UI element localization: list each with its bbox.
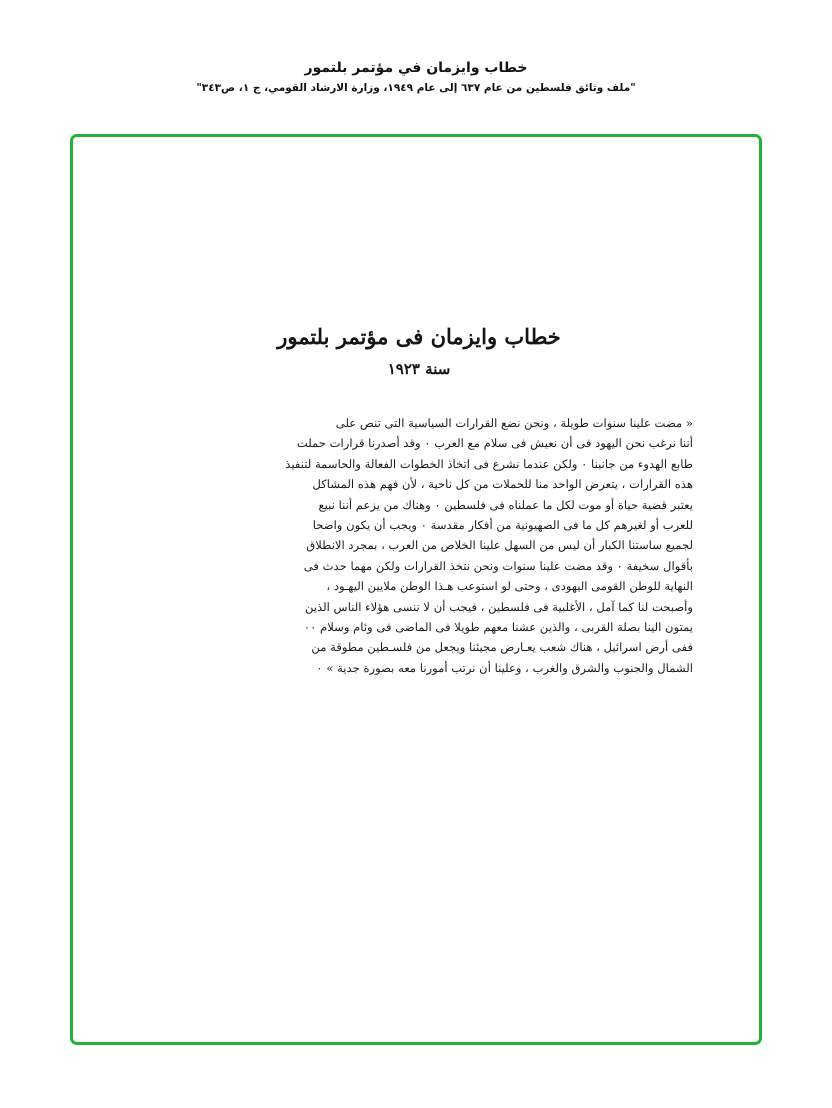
body-line: هذه القرارات ، يتعرض الواحد منا للحملات من كل ناحية ، لأن فهم هذه المشاكل [312, 477, 693, 492]
body-line: وأصبحت لنا كما آمل ، الأغلبية فى فلسطين ، فيجب أن لا ننسى هؤلاء الناس الذين [304, 599, 693, 614]
header-title: خطاب وايزمان في مؤتمر بلتمور [304, 60, 528, 76]
body-line: للعرب أو لغيرهم كل ما فى الصهيونية من أفكار مقدسة ٠ ويجب أن يكون واضحا [312, 518, 693, 533]
body-line: طابع الهدوء من جانبنا ٠ ولكن عندما نشرع فى اتخاذ الخطوات الفعالة والحاسمة لتنفيذ [285, 456, 693, 471]
body-line: يمتون الينا بصلة القربى ، والذين عشنا معهم طويلا فى الماضى فى وئام وسلام ٠٠ [303, 620, 693, 635]
body-line: أننا نرغب نحن اليهود فى أن نعيش فى سلام مع العرب ٠ وقد أصدرنا قرارات حملت [296, 436, 693, 451]
header-source-citation: "ملف وثائق فلسطين من عام ٦٣٧ إلى عام ١٩٤٩، وزارة الارشاد القومي، ج ١، ص٣٤٣" [196, 82, 636, 94]
body-line: الشمال والجنوب والشرق والغرب ، وعلينا أن نرتب أمورنا معه بصورة جدية » ٠ [316, 660, 693, 675]
scanned-document-frame [70, 134, 762, 1045]
document-title: خطاب وايزمان فى مؤتمر بلتمور [277, 324, 561, 349]
body-line: لجميع ساستنا الكبار أن ليس من السهل علينا الخلاص من العرب ، بمجرد الانطلاق [306, 538, 693, 553]
body-line: « مضت علينا سنوات طويلة ، ونحن نضع القرارات السياسية التى تنص على [335, 416, 693, 430]
body-line: يعتبر قضية حياة أو موت لكل ما عملناه فى فلسطين ٠ وهناك من يزعم أننا نبيع [318, 497, 693, 512]
body-line: النهاية للوطن القومى اليهودى ، وحتى لو استوعب هـذا الوطن ملايين اليهـود ، [326, 579, 693, 594]
document-year: سنة ١٩٢٣ [387, 360, 451, 378]
document-body [143, 413, 693, 678]
page-header [0, 58, 832, 96]
body-line: ففى أرض اسرائيل ، هناك شعب يعـارض مجيئنا ويجعل من فلسـطين مطوقة من [311, 640, 693, 655]
body-line: بأقوال سخيفة ٠ وقد مضت علينا سنوات ونحن نتخذ القرارات ولكن مهما حدث فى [303, 558, 693, 573]
